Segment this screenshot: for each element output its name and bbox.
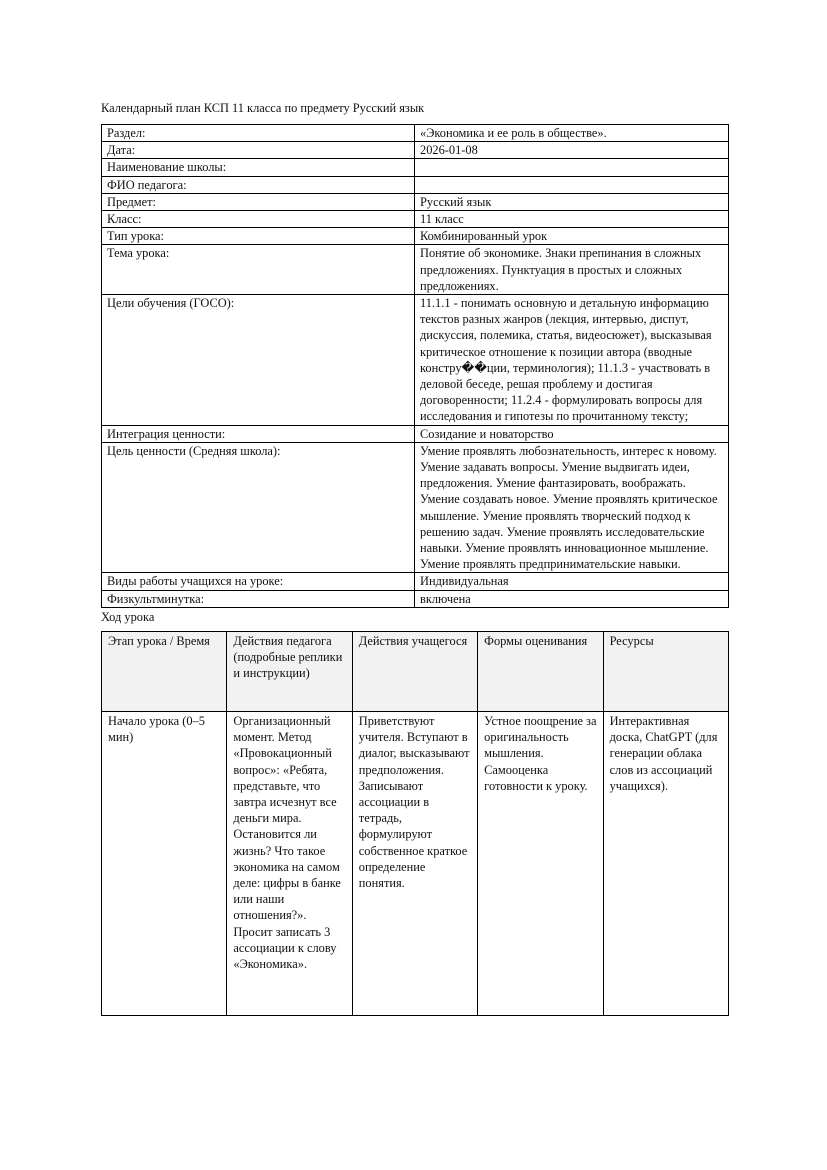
- info-value: Русский язык: [415, 193, 729, 210]
- info-value: [415, 176, 729, 193]
- info-value: Понятие об экономике. Знаки препинания в сложных предложениях. Пунктуация в простых и сложных предложениях.: [415, 245, 729, 295]
- table-row: [102, 711, 729, 1015]
- info-row-school: [102, 159, 729, 176]
- info-value: 11 класс: [415, 211, 729, 228]
- info-value: Созидание и новаторство: [415, 425, 729, 442]
- info-row-topic: [102, 245, 729, 295]
- info-label: Виды работы учащихся на уроке:: [102, 573, 415, 590]
- info-row-date: [102, 142, 729, 159]
- info-value: «Экономика и ее роль в обществе».: [415, 125, 729, 142]
- info-label: Предмет:: [102, 193, 415, 210]
- info-row-subject: [102, 193, 729, 210]
- info-value: включена: [415, 590, 729, 607]
- info-label: ФИО педагога:: [102, 176, 415, 193]
- info-value: [415, 159, 729, 176]
- column-header-teacher-actions: Действия педагога (подробные реплики и инструкции): [227, 631, 352, 711]
- column-header-assessment: Формы оценивания: [478, 631, 603, 711]
- info-row-learning-goals: [102, 295, 729, 426]
- cell-assessment: Устное поощрение за оригинальность мышления. Самооценка готовности к уроку.: [478, 711, 603, 1015]
- column-header-stage: Этап урока / Время: [102, 631, 227, 711]
- info-label: Раздел:: [102, 125, 415, 142]
- info-row-section: [102, 125, 729, 142]
- info-label: Интеграция ценности:: [102, 425, 415, 442]
- info-label: Физкультминутка:: [102, 590, 415, 607]
- lesson-plan-table: [101, 631, 729, 1016]
- info-row-value-integration: [102, 425, 729, 442]
- cell-stage: Начало урока (0–5 мин): [102, 711, 227, 1015]
- lesson-info-table: [101, 124, 729, 608]
- info-label: Дата:: [102, 142, 415, 159]
- document-title: Календарный план КСП 11 класса по предмету Русский язык: [101, 101, 425, 115]
- info-label: Цель ценности (Средняя школа):: [102, 442, 415, 573]
- info-row-physical-break: [102, 590, 729, 607]
- info-value: Комбинированный урок: [415, 228, 729, 245]
- info-label: Тип урока:: [102, 228, 415, 245]
- document-page: [101, 100, 728, 1016]
- info-label: Класс:: [102, 211, 415, 228]
- info-label: Цели обучения (ГОСО):: [102, 295, 415, 426]
- info-row-lesson-type: [102, 228, 729, 245]
- info-row-class: [102, 211, 729, 228]
- info-value: Умение проявлять любознательность, интерес к новому. Умение задавать вопросы. Умение выдвигать идеи, предложения. Умение фантазировать, воображать. Умение создавать новое. Умение проявлять критическое мышление. Умение проявлять творческий подход к решению задач. Умение проявлять исследовательские навыки. Умение проявлять инновационное мышление. Умение проявлять предпринимательские навыки.: [415, 442, 729, 573]
- info-label: Наименование школы:: [102, 159, 415, 176]
- info-row-value-goal: [102, 442, 729, 573]
- info-row-work-types: [102, 573, 729, 590]
- cell-teacher-actions: Организационный момент. Метод «Провокационный вопрос»: «Ребята, представьте, что завтра исчезнут все деньги мира. Остановится ли жизнь? Что такое экономика на самом деле: цифры в банке или наши отношения?». Просит записать 3 ассоциации к слову «Экономика».: [227, 711, 352, 1015]
- column-header-resources: Ресурсы: [603, 631, 728, 711]
- lesson-plan-header-row: [102, 631, 729, 711]
- info-value: Индивидуальная: [415, 573, 729, 590]
- cell-resources: Интерактивная доска, ChatGPT (для генерации облака слов из ассоциаций учащихся).: [603, 711, 728, 1015]
- info-row-teacher: [102, 176, 729, 193]
- info-label: Тема урока:: [102, 245, 415, 295]
- column-header-student-actions: Действия учащегося: [352, 631, 477, 711]
- info-value: 11.1.1 - понимать основную и детальную информацию текстов разных жанров (лекция, интервью, диспут, дискуссия, полемика, статья, видеосюжет), высказывая критическое отношение к позиции автора (вводные констру��ции, терминология); 11.1.3 - участвовать в деловой беседе, решая проблему и достигая договоренности; 11.2.4 - формулировать вопросы для исследования и гипотезы по прочитанному тексту;: [415, 295, 729, 426]
- cell-student-actions: Приветствуют учителя. Вступают в диалог, высказывают предположения. Записывают ассоциации в тетрадь, формулируют собственное краткое определение понятия.: [352, 711, 477, 1015]
- info-value: 2026-01-08: [415, 142, 729, 159]
- lesson-progress-heading: Ход урока: [101, 609, 155, 624]
